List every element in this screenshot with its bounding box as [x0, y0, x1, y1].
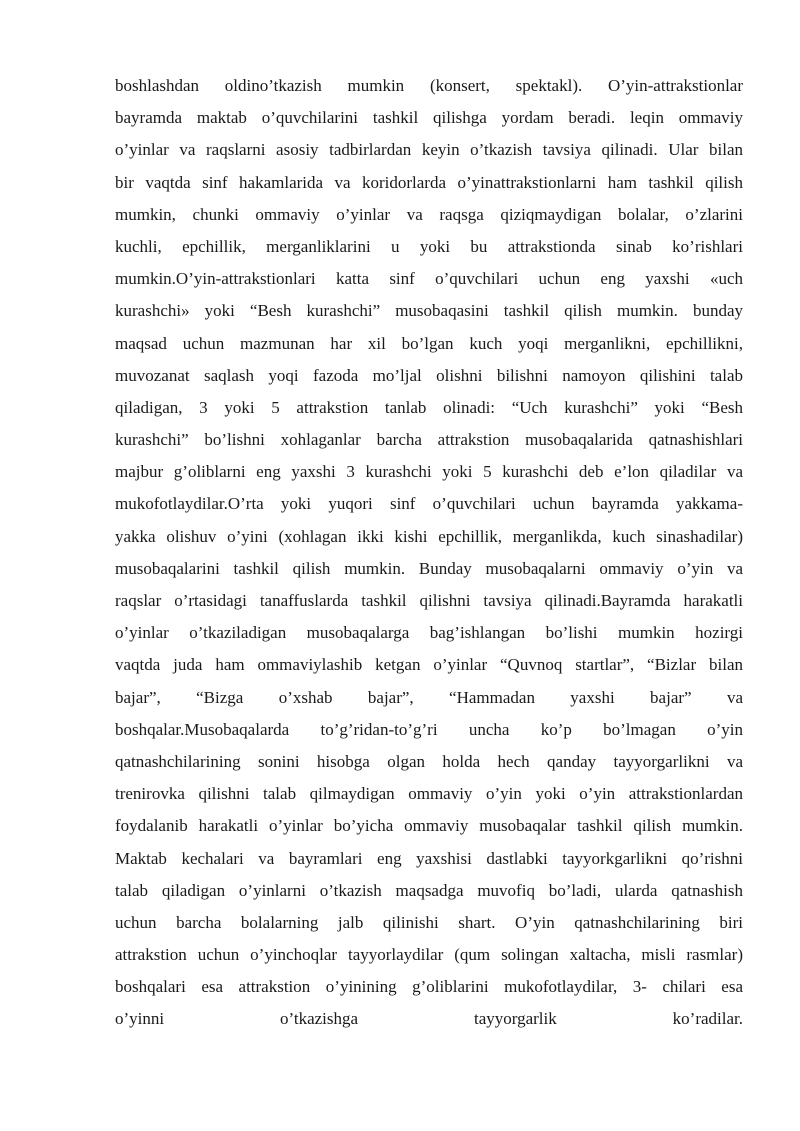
text-line: musobaqalarini tashkil qilish mumkin. Bunday musobaqalarni ommaviy o’yin va: [115, 558, 743, 578]
text-line: qatnashchilarining sonini hisobga olgan holda hech qanday tayyorgarlikni va: [115, 751, 743, 771]
text-line: raqslar o’rtasidagi tanaffuslarda tashkil qilishni tavsiya qilinadi.Bayramda harakatli: [115, 591, 743, 610]
text-line: talab qiladigan o’yinlarni o’tkazish maqsadga muvofiq bo’ladi, ularda qatnashish: [115, 880, 743, 900]
text-line: boshlashdan oldino’tkazish mumkin (konsert, spektakl). O’yin-attrakstionlar: [115, 76, 743, 95]
text-line: mumkin.O’yin-attrakstionlari katta sinf o’quvchilari uchun eng yaxshi «uch: [115, 269, 743, 289]
text-line: o’yinlar va raqslarni asosiy tadbirlardan keyin o’tkazish tavsiya qilinadi. Ular bilan: [115, 140, 743, 160]
text-line: majbur g’oliblarni eng yaxshi 3 kurashchi yoki 5 kurashchi deb e’lon qiladilar va: [115, 462, 743, 482]
text-line: foydalanib harakatli o’yinlar bo’yicha ommaviy musobaqalar tashkil qilish mumkin.: [115, 816, 743, 836]
text-line: yakka olishuv o’yini (xohlagan ikki kishi epchillik, merganlikda, kuch sinashadilar): [115, 526, 743, 546]
text-line: boshqalari esa attrakstion o’yinining g’oliblarini mukofotlaydilar, 3- chilari esa: [115, 977, 743, 997]
text-line: o’yinlar o’tkaziladigan musobaqalarga bag’ishlangan bo’lishi mumkin hozirgi: [115, 623, 743, 643]
text-line: kuchli, epchillik, merganliklarini u yoki bu attrakstionda sinab ko’rishlari: [115, 236, 743, 256]
text-line: vaqtda juda ham ommaviylashib ketgan o’yinlar “Quvnoq startlar”, “Bizlar bilan: [115, 655, 743, 675]
body-paragraph: [115, 70, 743, 1036]
text-line: bajar”, “Bizga o’xshab bajar”, “Hammadan yaxshi bajar” va: [115, 687, 743, 707]
text-line: bayramda maktab o’quvchilarini tashkil qilishga yordam beradi. leqin ommaviy: [115, 108, 743, 128]
text-line: maqsad uchun mazmunan har xil bo’lgan kuch yoqi merganlikni, epchillikni,: [115, 333, 743, 353]
text-line: qiladigan, 3 yoki 5 attrakstion tanlab olinadi: “Uch kurashchi” yoki “Besh: [115, 397, 743, 417]
text-line: bir vaqtda sinf hakamlarida va koridorlarda o’yinattrakstionlarni ham tashkil qilish: [115, 172, 743, 192]
text-line: trenirovka qilishni talab qilmaydigan ommaviy o’yin yoki o’yin attrakstionlardan: [115, 784, 743, 804]
text-line: kurashchi» yoki “Besh kurashchi” musobaqasini tashkil qilish mumkin. bunday: [115, 301, 743, 321]
text-line: mukofotlaydilar.O’rta yoki yuqori sinf o’quvchilari uchun bayramda yakkama-: [115, 494, 743, 514]
text-line: Maktab kechalari va bayramlari eng yaxshisi dastlabki tayyorkgarlikni qo’rishni: [115, 848, 743, 868]
text-line: muvozanat saqlash yoqi fazoda mo’ljal olishni bilishni namoyon qilishini talab: [115, 365, 743, 385]
text-line: mumkin, chunki ommaviy o’yinlar va raqsga qiziqmaydigan bolalar, o’zlarini: [115, 204, 743, 224]
text-line: kurashchi” bo’lishni xohlaganlar barcha attrakstion musobaqalarida qatnashishlari: [115, 430, 743, 450]
text-line: attrakstion uchun o’yinchoqlar tayyorlaydilar (qum solingan xaltacha, misli rasmlar): [115, 945, 743, 965]
text-line: uchun barcha bolalarning jalb qilinishi shart. O’yin qatnashchilarining biri: [115, 912, 743, 932]
text-line: boshqalar.Musobaqalarda to’g’ridan-to’g’ri uncha ko’p bo’lmagan o’yin: [115, 719, 743, 739]
text-line: o’yinni o’tkazishga tayyorgarlik ko’radilar.: [115, 1009, 743, 1029]
